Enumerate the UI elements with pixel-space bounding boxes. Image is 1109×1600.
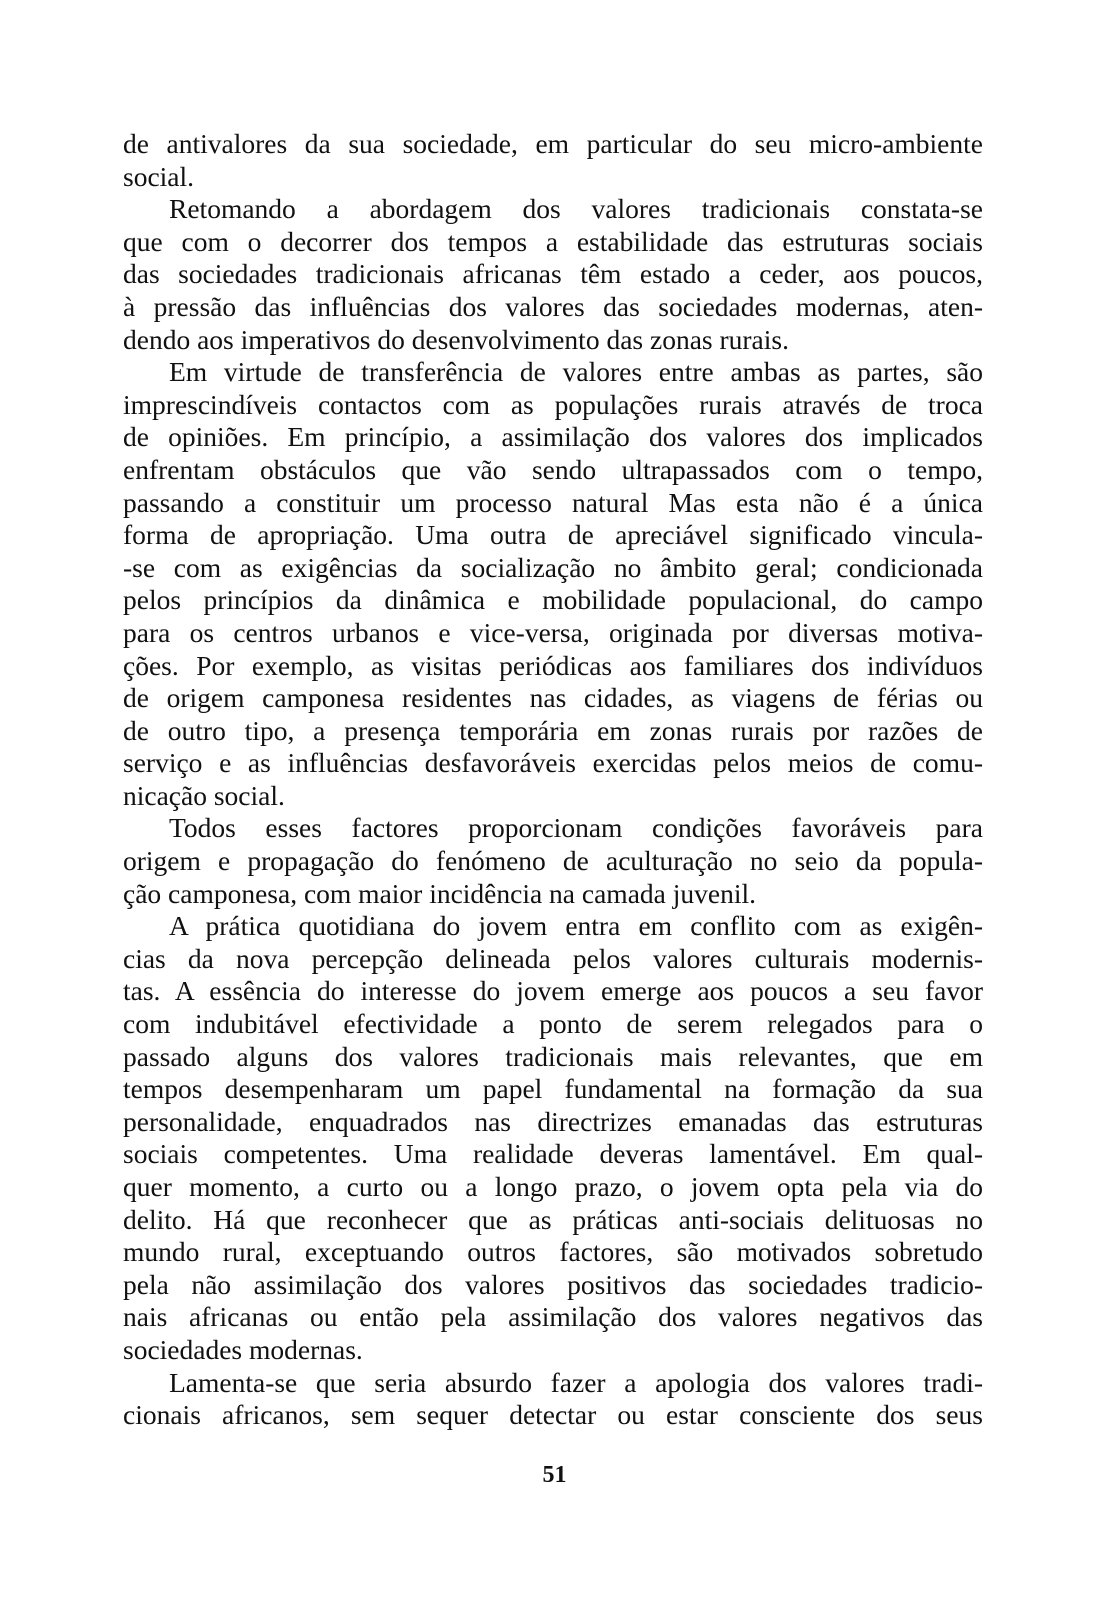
text-line: cionais africanos, sem sequer detectar ou estar consciente dos seus [123, 1399, 983, 1431]
text-line: pela não assimilação dos valores positivos das sociedades tradicio- [123, 1268, 983, 1300]
text-line: que com o decorrer dos tempos a estabilidade das estruturas sociais [123, 225, 983, 257]
text-line: cias da nova percepção delineada pelos valores culturais modernis- [123, 942, 983, 974]
text-line: Lamenta-se que seria absurdo fazer a apologia dos valores tradi- [169, 1366, 983, 1398]
text-line: serviço e as influências desfavoráveis exercidas pelos meios de comu- [123, 747, 983, 779]
text-line: ções. Por exemplo, as visitas periódicas aos familiares dos indivíduos [123, 649, 983, 681]
text-line: pelos princípios da dinâmica e mobilidade populacional, do campo [123, 584, 983, 616]
text-line: origem e propagação do fenómeno de aculturação no seio da popula- [123, 845, 983, 877]
page-number: 51 [542, 1462, 567, 1488]
text-line: para os centros urbanos e vice-versa, originada por diversas motiva- [123, 616, 983, 648]
text-line: de antivalores da sua sociedade, em particular do seu micro-ambiente [123, 128, 983, 159]
text-line: dendo aos imperativos do desenvolvimento das zonas rurais. [123, 323, 789, 355]
text-line: -se com as exigências da socialização no âmbito geral; condicionada [123, 551, 983, 583]
text-line: social. [123, 160, 195, 192]
text-line: Em virtude de transferência de valores entre ambas as partes, são [169, 356, 983, 388]
text-line: mundo rural, exceptuando outros factores, são motivados sobretudo [123, 1236, 983, 1268]
text-line: passando a constituir um processo natural Mas esta não é a única [123, 486, 983, 518]
text-line: quer momento, a curto ou a longo prazo, o jovem opta pela via do [123, 1171, 983, 1202]
text-line: delito. Há que reconhecer que as práticas anti-sociais delituosas no [123, 1203, 983, 1235]
text-line: tempos desempenharam um papel fundamental na formação da sua [123, 1073, 983, 1105]
text-line: A prática quotidiana do jovem entra em conflito com as exigên- [169, 910, 983, 942]
text-line: de outro tipo, a presença temporária em zonas rurais por razões de [123, 714, 983, 746]
text-line: de opiniões. Em princípio, a assimilação dos valores dos implicados [123, 421, 983, 453]
text-line: sociedades modernas. [123, 1333, 363, 1365]
text-line: tas. A essência do interesse do jovem emerge aos poucos a seu favor [123, 975, 983, 1007]
text-line: de origem camponesa residentes nas cidades, as viagens de férias ou [123, 682, 983, 714]
text-line: Retomando a abordagem dos valores tradicionais constata-se [169, 193, 983, 225]
text-line: sociais competentes. Uma realidade deveras lamentável. Em qual- [123, 1138, 983, 1170]
text-line: Todos esses factores proporcionam condições favoráveis para [169, 812, 983, 844]
text-line: das sociedades tradicionais africanas têm estado a ceder, aos poucos, [123, 258, 983, 290]
page-body [123, 128, 983, 1432]
text-line: nicação social. [123, 779, 285, 811]
text-line: imprescindíveis contactos com as populações rurais através de troca [123, 388, 983, 420]
text-line: ção camponesa, com maior incidência na camada juvenil. [123, 877, 756, 909]
text-line: enfrentam obstáculos que vão sendo ultrapassados com o tempo, [123, 453, 983, 485]
text-line: com indubitável efectividade a ponto de serem relegados para o [123, 1008, 983, 1040]
text-line: à pressão das influências dos valores das sociedades modernas, aten- [123, 290, 983, 322]
text-line: forma de apropriação. Uma outra de apreciável significado vincula- [123, 519, 983, 551]
text-line: personalidade, enquadrados nas directrizes emanadas das estruturas [123, 1105, 983, 1137]
text-line: passado alguns dos valores tradicionais mais relevantes, que em [123, 1040, 983, 1072]
text-line: nais africanas ou então pela assimilação dos valores negativos das [123, 1301, 983, 1333]
